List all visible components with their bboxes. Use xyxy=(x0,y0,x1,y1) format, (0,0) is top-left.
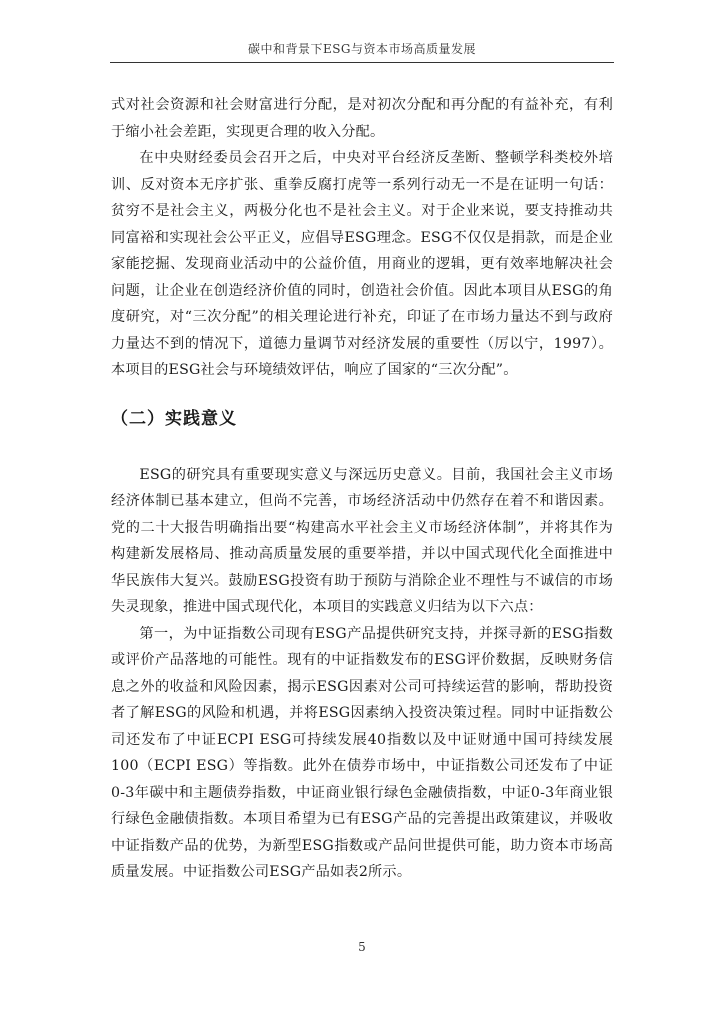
paragraph-continuation: 式对社会资源和社会财富进行分配，是对初次分配和再分配的有益补充，有利于缩小社会差距，实现更合理的收入分配。 xyxy=(111,97,613,140)
running-header: 碳中和背景下ESG与资本市场高质量发展 xyxy=(247,42,477,56)
paragraph: ESG的研究具有重要现实意义与深远历史意义。目前，我国社会主义市场经济体制已基本建立，但尚不完善，市场经济活动中仍然存在着不和谐因素。党的二十大报告明确指出要“构建高水平社会主义市场经济体制”，并将其作为构建新发展格局、推动高质量发展的重要举措，并以中国式现代化全面推进中华民族伟大复兴。鼓励ESG投资有助于预防与消除企业不理性与不诚信的市场失灵现象，推进中国式现代化，本项目的实践意义归结为以下六点： xyxy=(111,466,613,615)
header-divider xyxy=(110,62,614,63)
body-text xyxy=(111,92,613,886)
paragraph: 第一，为中证指数公司现有ESG产品提供研究支持，并探寻新的ESG指数或评价产品落地的可能性。现有的中证指数发布的ESG评价数据，反映财务信息之外的收益和风险因素，揭示ESG因素对公司可持续运营的影响，帮助投资者了解ESG的风险和机遇，并将ESG因素纳入投资决策过程。同时中证指数公司还发布了中证ECPI ESG可持续发展40指数以及中证财通中国可持续发展100（ECPI ESG）等指数。此外在债券市场中，中证指数公司还发布了中证0-3年碳中和主题债券指数，中证商业银行绿色金融债指数，中证0-3年商业银行绿色金融债指数。本项目希望为已有ESG产品的完善提出政策建议，并吸收中证指数产品的优势，为新型ESG指数或产品问世提供可能，助力资本市场高质量发展。中证指数公司ESG产品如表2所示。 xyxy=(111,625,613,880)
section-heading: （二）实践意义 xyxy=(111,408,237,429)
page-number: 5 xyxy=(358,940,366,954)
paragraph: 在中央财经委员会召开之后，中央对平台经济反垄断、整顿学科类校外培训、反对资本无序扩张、重拳反腐打虎等一系列行动无一不是在证明一句话：贫穷不是社会主义，两极分化也不是社会主义。对于企业来说，要支持推动共同富裕和实现社会公平正义，应倡导ESG理念。ESG不仅仅是捐款，而是企业家能挖掘、发现商业活动中的公益价值，用商业的逻辑，更有效率地解决社会问题，让企业在创造经济价值的同时，创造社会价值。因此本项目从ESG的角度研究，对“三次分配”的相关理论进行补充，印证了在市场力量达不到与政府力量达不到的情况下，道德力量调节对经济发展的重要性（厉以宁，1997）。本项目的ESG社会与环境绩效评估，响应了国家的“三次分配”。 xyxy=(111,150,613,378)
